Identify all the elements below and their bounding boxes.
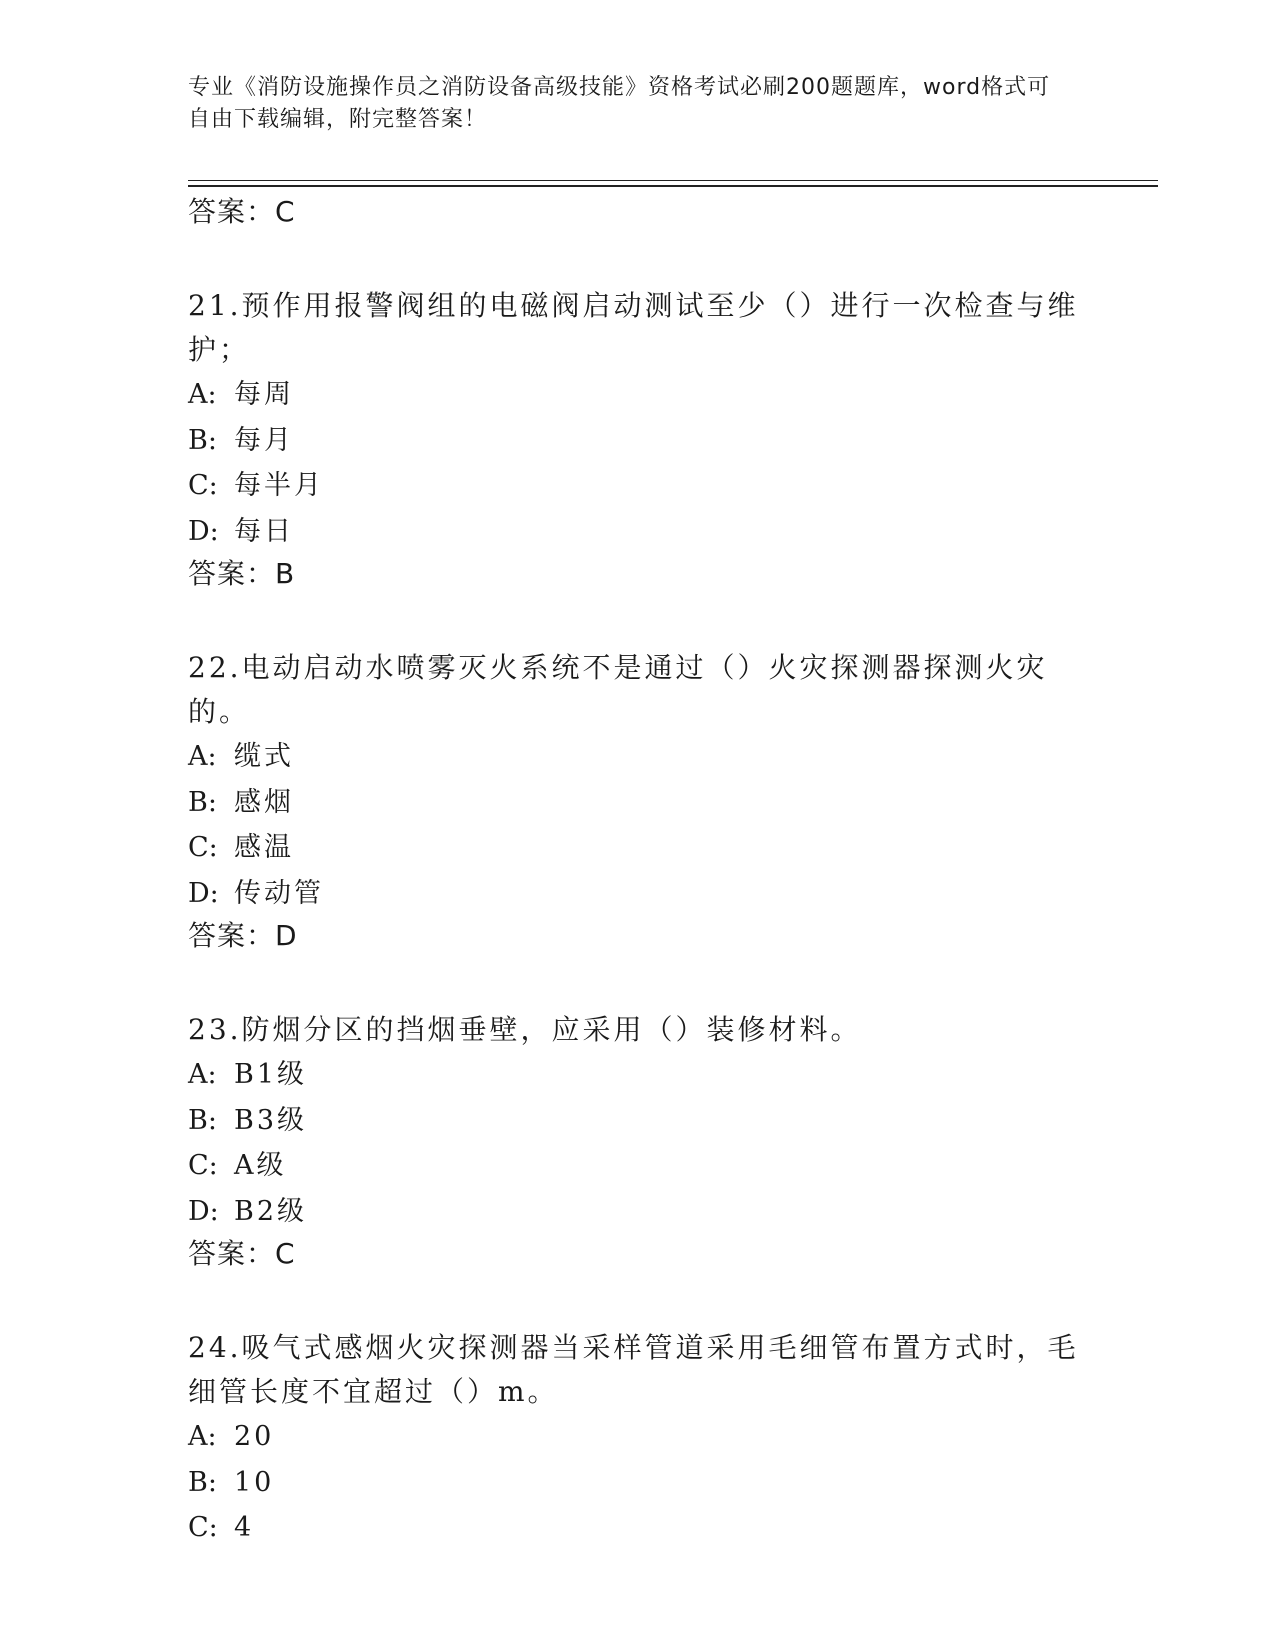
option-c — [188, 825, 1088, 871]
option-text: 10 — [234, 1466, 275, 1498]
header-divider-thick — [188, 185, 1158, 187]
option-letter: A: — [188, 379, 217, 410]
question-text: 21.预作用报警阀组的电磁阀启动测试至少（）进行一次检查与维护； — [188, 289, 1079, 366]
option-a — [188, 1414, 1088, 1460]
option-letter: C: — [188, 1512, 218, 1543]
option-text: A级 — [234, 1150, 287, 1181]
option-letter: A: — [188, 1059, 217, 1090]
option-letter: C: — [188, 832, 218, 863]
option-b — [188, 780, 1088, 826]
option-text: 4 — [234, 1512, 255, 1543]
question-22 — [188, 646, 1088, 956]
option-text: B3级 — [234, 1104, 308, 1136]
answer-label: 答案：B — [188, 557, 296, 590]
question-23 — [188, 1008, 1088, 1274]
option-d — [188, 1189, 1088, 1235]
question-text: 24.吸气式感烟火灾探测器当采样管道采用毛细管布置方式时，毛细管长度不宜超过（）m。 — [188, 1331, 1079, 1408]
answer-label: 答案：C — [188, 195, 296, 228]
option-d — [188, 509, 1088, 555]
option-letter: C: — [188, 470, 218, 501]
option-c — [188, 1505, 1088, 1551]
option-text: 每半月 — [234, 470, 324, 501]
option-b — [188, 418, 1088, 464]
document-header: 专业《消防设施操作员之消防设备高级技能》资格考试必刷200题题库，word格式可自由下载编辑，附完整答案！ — [188, 75, 1051, 132]
option-text: 每日 — [234, 515, 294, 547]
option-text: 感烟 — [234, 786, 294, 818]
option-text: 每周 — [234, 379, 294, 410]
option-letter: B: — [188, 1466, 217, 1498]
option-b — [188, 1098, 1088, 1144]
option-text: 20 — [234, 1421, 275, 1452]
question-21 — [188, 284, 1088, 594]
option-a — [188, 372, 1088, 418]
option-text: 缆式 — [234, 741, 294, 772]
question-24 — [188, 1326, 1088, 1551]
option-text: B2级 — [234, 1195, 308, 1227]
option-letter: B: — [188, 424, 217, 456]
option-text: 每月 — [234, 424, 294, 456]
question-text: 23.防烟分区的挡烟垂壁，应采用（）装修材料。 — [188, 1013, 862, 1046]
question-list — [188, 192, 1088, 1551]
option-letter: B: — [188, 786, 217, 818]
option-letter: D: — [188, 877, 219, 909]
option-c — [188, 1143, 1088, 1189]
answer-label: 答案：C — [188, 1237, 296, 1270]
option-letter: A: — [188, 1421, 217, 1452]
option-b — [188, 1460, 1088, 1506]
question-text: 22.电动启动水喷雾灭火系统不是通过（）火灾探测器探测火灾的。 — [188, 651, 1048, 728]
option-letter: D: — [188, 1195, 219, 1227]
option-letter: D: — [188, 515, 219, 547]
option-text: 感温 — [234, 832, 294, 863]
option-a — [188, 1052, 1088, 1098]
option-d — [188, 871, 1088, 917]
option-letter: A: — [188, 741, 217, 772]
option-c — [188, 463, 1088, 509]
answer-label: 答案：D — [188, 919, 298, 952]
option-letter: B: — [188, 1104, 217, 1136]
option-text: B1级 — [234, 1059, 308, 1090]
header-divider-thin — [188, 180, 1158, 181]
option-a — [188, 734, 1088, 780]
option-text: 传动管 — [234, 877, 324, 909]
option-letter: C: — [188, 1150, 218, 1181]
